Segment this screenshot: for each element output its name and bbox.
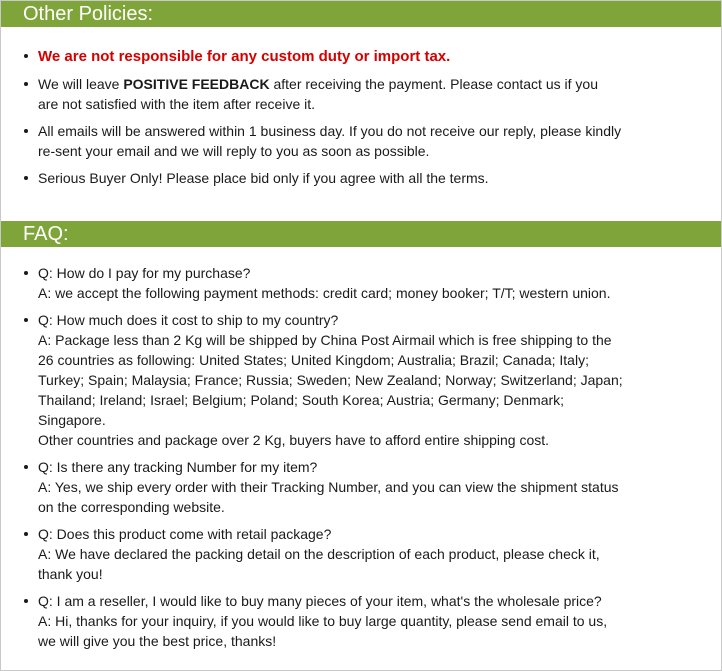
faq-answer-line: on the corresponding website.: [38, 499, 225, 515]
faq-question: Q: Does this product come with retail package?: [38, 526, 332, 542]
faq-answer-line: Singapore.: [38, 412, 106, 428]
faq-answer: A: we accept the following payment methods: credit card; money booker; T/T; western union.: [38, 285, 611, 301]
list-item: [19, 310, 709, 450]
other-policies-title: Other Policies:: [23, 3, 154, 25]
list-item: [19, 46, 709, 67]
list-item: [19, 74, 709, 114]
faq-list: [19, 263, 709, 658]
faq-answer-line: A: Hi, thanks for your inquiry, if you would like to buy large quantity, please send email to us,: [38, 613, 608, 629]
other-policies-header: [1, 1, 721, 27]
faq-question: Q: I am a reseller, I would like to buy many pieces of your item, what's the wholesale price?: [38, 593, 602, 609]
faq-answer-line: A: We have declared the packing detail on the description of each product, please check it,: [38, 546, 600, 562]
list-item: [19, 263, 709, 303]
positive-feedback-text: POSITIVE FEEDBACK: [123, 76, 270, 92]
list-item: [19, 168, 709, 188]
policies-list: [19, 46, 709, 195]
feedback-pre: We will leave: [38, 76, 124, 92]
feedback-post: after receiving the payment. Please contact us if you: [269, 76, 598, 92]
serious-buyer-text: Serious Buyer Only! Please place bid only if you agree with all the terms.: [38, 170, 489, 186]
faq-answer-line: Turkey; Spain; Malaysia; France; Russia; Sweden; New Zealand; Norway; Switzerland; Japan;: [38, 372, 623, 388]
feedback-line-2: are not satisfied with the item after receive it.: [38, 96, 316, 112]
email-line-1: All emails will be answered within 1 business day. If you do not receive our reply, please kindly: [38, 123, 622, 139]
feedback-line-1: [38, 74, 709, 94]
list-item: [19, 591, 709, 651]
faq-answer-line: Other countries and package over 2 Kg, buyers have to afford entire shipping cost.: [38, 432, 550, 448]
faq-header: [1, 221, 721, 247]
faq-answer-line: A: Package less than 2 Kg will be shipped by China Post Airmail which is free shipping to the: [38, 332, 612, 348]
faq-question: Q: Is there any tracking Number for my item?: [38, 459, 318, 475]
faq-answer-line: A: Yes, we ship every order with their Tracking Number, and you can view the shipment status: [38, 479, 619, 495]
faq-title: FAQ:: [23, 223, 69, 245]
list-item: [19, 524, 709, 584]
email-line-2: re-sent your email and we will reply to you as soon as possible.: [38, 143, 430, 159]
list-item: [19, 121, 709, 161]
faq-question: Q: How much does it cost to ship to my country?: [38, 312, 339, 328]
faq-answer-line: we will give you the best price, thanks!: [38, 633, 277, 649]
faq-answer-line: Thailand; Ireland; Israel; Belgium; Poland; South Korea; Austria; Germany; Denmark;: [38, 392, 565, 408]
faq-answer-line: thank you!: [38, 566, 103, 582]
faq-answer-line: 26 countries as following: United States; United Kingdom; Australia; Brazil; Canada; Italy;: [38, 352, 589, 368]
faq-question: Q: How do I pay for my purchase?: [38, 265, 251, 281]
custom-duty-notice: We are not responsible for any custom duty or import tax.: [38, 48, 451, 65]
list-item: [19, 457, 709, 517]
